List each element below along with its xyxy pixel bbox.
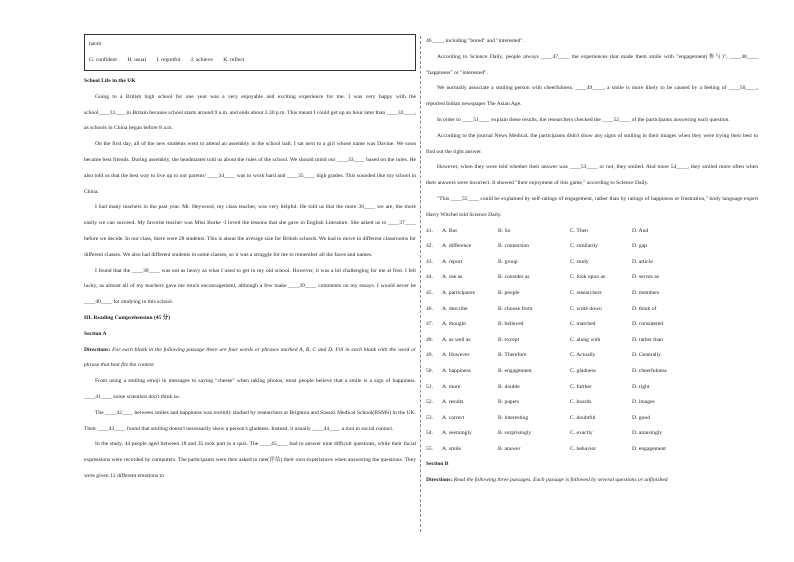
option-b: B. group bbox=[498, 258, 518, 265]
option-row bbox=[426, 426, 758, 442]
paragraph: We normally associate a smiling person with cheerfulness. ____49____, a smile is more likely to be caused by a feeling of ____50____, reported Indian newspaper The Asian Age. bbox=[426, 85, 758, 108]
option-b: B. double bbox=[498, 383, 520, 390]
question-number: 41. bbox=[426, 227, 433, 234]
section-subheading: Section A bbox=[84, 330, 107, 337]
option-row bbox=[426, 270, 758, 286]
word-bank-line: harsh bbox=[89, 41, 102, 47]
option-c: C. write down bbox=[570, 305, 602, 312]
paragraph: 46____, including "bored" and "interested". bbox=[426, 38, 524, 44]
option-c: C. further bbox=[570, 383, 592, 390]
option-row bbox=[426, 364, 758, 380]
question-number: 55. bbox=[426, 445, 433, 452]
question-number: 49. bbox=[426, 352, 433, 359]
word-bank-box bbox=[84, 34, 416, 71]
option-a: A. difference bbox=[442, 243, 472, 250]
paragraph: In the study, 44 people aged between 18 and 35 took part in a quiz. The ____45____ had to answer nine difficult questions, while their facial expressions were recorded by computers. The participants were then asked to rate(评估) their own experiences when answering the questions. They were given 12 different emotions to bbox=[84, 441, 416, 479]
option-d: D. images bbox=[632, 399, 655, 406]
directions bbox=[84, 343, 416, 375]
option-b: B. consider as bbox=[498, 274, 530, 281]
option-a: A. seemingly bbox=[442, 430, 472, 437]
paragraph: However, when they were told whether their answer was ____53____ or not, they smiled. And more 54____, they smiled more often when their answers were incorrect. It showed "their enjoyment of this game," according to Science Daily. bbox=[426, 164, 758, 187]
paragraph: Going to a British high school for one year was a very enjoyable and exciting experience for me. I was very happy with the school____31____in Britain because school starts around 9 a.m. and ends about 3.30 p.m. This meant I could get up an hour later than ____32____, as schools in China began before 8 a.m. bbox=[84, 93, 416, 132]
paragraph: I had many teachers in the past year. Mr. Heywood, my class teacher, was very helpful. He told us that the more 36____ we are, the more easily we can succeed. My favorite teacher was Miss Burke -I loved the lessons that she gave in English Literature. She asked us to ____37____ before we decide. In our class, there were 28 students. This is about the average size for British schools. We had to move to different classrooms for different classes. We also had different students in some classes, so it was a struggle for me to remember all the faces and names. bbox=[84, 204, 416, 258]
option-row bbox=[426, 286, 758, 302]
question-number: 43. bbox=[426, 258, 433, 265]
paragraph: "This ____55____ could be explained by self-ratings of engagement, rather than by ratings of happiness or frustration," body language expert Harry Witchel told Science Daily. bbox=[426, 195, 758, 218]
option-a: A. However bbox=[442, 352, 470, 359]
option-b: B. Therefore bbox=[498, 352, 527, 359]
option-d: D. members bbox=[632, 289, 660, 296]
option-c: C. exactly bbox=[570, 430, 593, 437]
question-number: 44. bbox=[426, 274, 433, 281]
option-a: A. more bbox=[442, 383, 461, 390]
word-option: I. regretful bbox=[156, 57, 181, 63]
option-row bbox=[426, 348, 758, 364]
directions-text: Read the following three passages. Each passage is followed by several questions or unfinished bbox=[453, 477, 668, 484]
directions-text: For each blank in the following passage there are four words or phrases marked A, B, C and D. Fill in each blank with the word or phrase that best fits the context bbox=[84, 346, 416, 369]
word-bank-options bbox=[89, 52, 411, 68]
option-d: D. rather than bbox=[632, 336, 663, 343]
option-a: A. describe bbox=[442, 305, 468, 312]
word-option: K. reflect bbox=[223, 57, 245, 63]
option-b: B. papers bbox=[498, 399, 520, 406]
option-c: C. Actually bbox=[570, 352, 596, 359]
word-option: G. confident bbox=[89, 57, 117, 63]
question-number: 46. bbox=[426, 305, 433, 312]
option-a: A. correct bbox=[442, 414, 465, 421]
option-d: D. considered bbox=[632, 321, 664, 328]
option-c: C. researchers bbox=[570, 289, 602, 296]
option-b: B. surprisingly bbox=[498, 430, 532, 437]
option-a: A. report bbox=[442, 258, 463, 265]
option-c: C. boards bbox=[570, 399, 592, 406]
option-b: B. answer bbox=[498, 445, 521, 452]
option-c: C. matched bbox=[570, 321, 596, 328]
option-a: A. smile bbox=[442, 445, 461, 452]
option-row bbox=[426, 224, 758, 240]
paragraph: From using a smiling emoji in messages to saying "cheese" when taking photos, most people believe that a smile is a sign of happiness. ____41____ some scientists don't think so. bbox=[84, 378, 416, 400]
option-a: A. But bbox=[442, 227, 457, 234]
right-column bbox=[426, 34, 758, 489]
paragraph: In order to ____51____ explain these results, the researchers checked the ____52____ of the participants answering each question. bbox=[437, 116, 730, 123]
option-b: B. connection bbox=[498, 243, 530, 250]
option-row bbox=[426, 255, 758, 271]
directions bbox=[426, 473, 758, 489]
option-c: C. Then bbox=[570, 227, 588, 234]
question-number: 45. bbox=[426, 289, 433, 296]
option-c: C. along with bbox=[570, 336, 601, 343]
option-d: D. And bbox=[632, 227, 649, 234]
option-row bbox=[426, 411, 758, 427]
question-number: 52. bbox=[426, 399, 433, 406]
option-a: A. results bbox=[442, 399, 464, 406]
option-row bbox=[426, 302, 758, 318]
option-a: A. as well as bbox=[442, 336, 471, 343]
section-subheading: Section B bbox=[426, 461, 449, 468]
option-d: D. cheerfulness bbox=[632, 367, 667, 374]
option-d: D. think of bbox=[632, 305, 657, 312]
option-d: D. Generally bbox=[632, 352, 661, 359]
left-column bbox=[84, 34, 416, 485]
question-number: 54. bbox=[426, 430, 433, 437]
option-d: D. amusingly bbox=[632, 430, 663, 437]
column-divider bbox=[420, 36, 421, 532]
option-b: B. choose from bbox=[498, 305, 533, 312]
section-heading: III. Reading Comprehension (45 分) bbox=[84, 314, 171, 321]
option-row bbox=[426, 317, 758, 333]
answer-options-list bbox=[426, 224, 758, 458]
option-d: D. serves as bbox=[632, 274, 659, 281]
option-d: D. engagement bbox=[632, 445, 666, 452]
question-number: 48. bbox=[426, 336, 433, 343]
paragraph: The ____42____ between smiles and happiness was recently studied by researchers at Brighton and Sussex Medical School(BSMS) in the UK. Their ____43____ found that smiling doesn't necessarily show a person's gladness. Instead, it usually ____44____ a tool in social contact. bbox=[84, 409, 416, 432]
option-b: B. except bbox=[498, 336, 520, 343]
passage-title: School Life in the UK bbox=[84, 78, 136, 84]
paragraph: According to the journal News Medical, the participants didn't show any signs of smiling in their images when they were trying their best to find out the right answer. bbox=[426, 132, 758, 155]
question-number: 47. bbox=[426, 321, 433, 328]
option-a: A. participants bbox=[442, 289, 475, 296]
option-b: B. So bbox=[498, 227, 511, 234]
paragraph: According to Science Daily, people always ____47____ the experiences that made them smile with "engagement(参与)", ____48____ "happiness" or "interested". bbox=[426, 53, 758, 76]
option-c: C. look upon as bbox=[570, 274, 606, 281]
paragraph: On the first day, all of the new students went to attend an assembly in the school hall. I sat next to a girl whose name was Davine. We soon became best friends. During assembly, the headmaster told us about the rules of the school. We should mind our ____33____ based on the rules. He also told us that the best way to live up to our parents' ____34____ was to work hard and ____35____ high grades. This sounded like my school in China. bbox=[84, 141, 416, 195]
option-row bbox=[426, 442, 758, 458]
question-number: 51. bbox=[426, 383, 433, 390]
option-c: C. doubtful bbox=[570, 414, 596, 421]
option-d: D. right bbox=[632, 383, 650, 390]
paragraph: I found that the ____38____ was not as heavy as what I used to get in my old school. However, it was a bit challenging for me at first. I felt lucky, as almost all of my teachers gave me much encouragement, although a few make ____39____ comments on my essays. I would never be ____40____ for studying in this school. bbox=[84, 267, 416, 306]
option-d: D. article bbox=[632, 258, 653, 265]
option-b: B. people bbox=[498, 289, 520, 296]
option-a: A. thought bbox=[442, 321, 466, 328]
option-d: D. good bbox=[632, 414, 651, 421]
question-number: 42. bbox=[426, 243, 433, 250]
option-row bbox=[426, 380, 758, 396]
option-a: A. happiness bbox=[442, 367, 471, 374]
option-row bbox=[426, 239, 758, 255]
option-c: C. gladness bbox=[570, 367, 596, 374]
option-c: C. study bbox=[570, 258, 589, 265]
directions-label: Directions: bbox=[84, 346, 111, 353]
option-b: B. engagement bbox=[498, 367, 532, 374]
question-number: 50. bbox=[426, 367, 433, 374]
word-option: J. achieve bbox=[190, 57, 213, 63]
option-b: B. believed bbox=[498, 321, 524, 328]
directions-label: Directions: bbox=[426, 477, 453, 484]
option-row bbox=[426, 333, 758, 349]
option-row bbox=[426, 395, 758, 411]
option-b: B. interesting bbox=[498, 414, 529, 421]
option-a: A. use as bbox=[442, 274, 463, 281]
question-number: 53. bbox=[426, 414, 433, 421]
word-option: H. usual bbox=[127, 57, 147, 63]
option-c: C. behavior bbox=[570, 445, 597, 452]
option-c: C. similarity bbox=[570, 243, 598, 250]
option-d: D. gap bbox=[632, 243, 647, 250]
